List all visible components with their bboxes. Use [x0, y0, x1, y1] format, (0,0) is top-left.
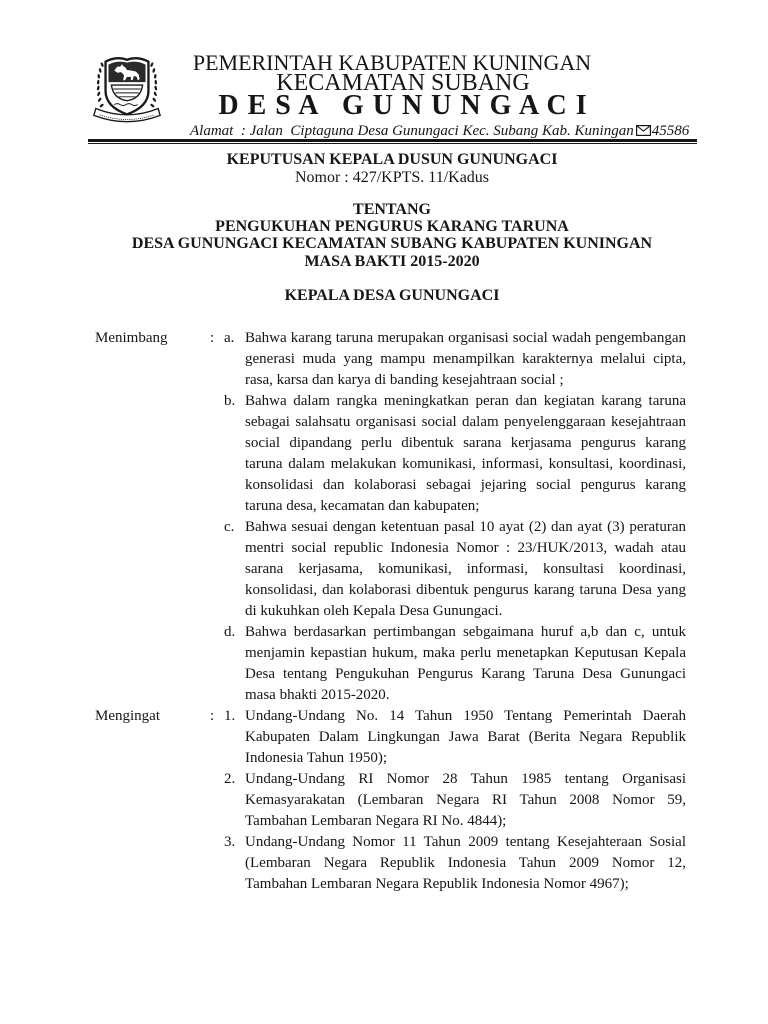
text-line: konsolidasi dan kolaborasi sebagai jejaring social pengurus karang — [245, 477, 686, 493]
text-line: Bahwa dalam rangka meningkatkan peran dan kegiatan karang taruna — [245, 393, 686, 409]
consideration-item-a — [0, 328, 768, 391]
text-line: Desa tentang Pengukuhan Pengurus Karang Taruna Desa Gunungaci — [245, 666, 686, 682]
text-line: menjamin kepastian hukum, maka perlu menetapkan Keputusan Kepala — [245, 645, 686, 661]
decree-title: KEPUTUSAN KEPALA DUSUN GUNUNGACI — [226, 151, 558, 168]
text-line: mentri social republic Indonesia Nomor : 23/HUK/2013, wadah atau — [245, 540, 686, 556]
text-line: Indonesia Tahun 1950); — [245, 750, 387, 766]
text-line: Tambahan Lembaran Negara Republik Indonesia Nomor 4967); — [245, 876, 629, 892]
text-line: generasi muda yang mampu menampilkan karakternya melalui cipta, — [245, 351, 686, 367]
text-line: sebagai salahsatu organisasi social dalam penyelenggaraan kesejahtraan — [245, 414, 686, 430]
text-line: Undang-Undang RI Nomor 28 Tahun 1985 tentang Organisasi — [245, 771, 686, 787]
decree-subject-line: PENGUKUHAN PENGURUS KARANG TARUNA — [215, 218, 569, 235]
item-text — [245, 706, 686, 769]
text-line: Undang-Undang No. 14 Tahun 1950 Tentang Pemerintah Daerah — [245, 708, 686, 724]
village-name: D E S A G U N U N G A C I — [218, 90, 588, 121]
item-text — [245, 328, 686, 391]
government-name: PEMERINTAH KABUPATEN KUNINGAN — [192, 50, 592, 75]
item-text — [245, 622, 686, 706]
text-line: Bahwa sesuai dengan ketentuan pasal 10 ayat (2) dan ayat (3) peraturan — [245, 519, 686, 535]
consideration-item-d — [0, 622, 768, 706]
text-line: Kemasyarakatan (Lembaran Negara RI Tahun 2008 Nomor 59, — [245, 792, 686, 808]
item-marker: 2. — [224, 771, 236, 787]
decree-body — [0, 328, 768, 895]
consideration-item-c — [0, 517, 768, 622]
section-menimbang — [0, 328, 768, 706]
text-line: konsolidasi, dan kolaborasi dibentuk pengurus karang taruna Desa yang — [245, 582, 686, 598]
text-line: taruna dalam melakukan komunikasi, informasi, konsultasi, koordinasi, — [245, 456, 686, 472]
item-marker: 1. — [224, 708, 236, 724]
text-line: Bahwa karang taruna merupakan organisasi social wadah pengembangan — [245, 330, 686, 346]
postal-code: 45586 — [651, 123, 690, 139]
legal-basis-item-2 — [0, 769, 768, 832]
text-line: (Lembaran Negara Republik Indonesia Tahun 2009 Nomor 12, — [245, 855, 686, 871]
text-line: rasa, karsa dan karya di banding kesejahtraan social ; — [245, 372, 564, 388]
consideration-item-b — [0, 391, 768, 517]
legal-basis-item-3 — [0, 832, 768, 895]
item-marker: 3. — [224, 834, 236, 850]
section-label: Menimbang — [95, 330, 168, 346]
section-label: Mengingat — [95, 708, 160, 724]
text-line: di kukuhkan oleh Kepala Desa Gunungaci. — [245, 603, 503, 619]
text-line: sarana kerjasama, komunikasi, informasi, konsultasi koordinasi, — [245, 561, 686, 577]
decree-issuer: KEPALA DESA GUNUNGACI — [284, 287, 500, 304]
text-line: taruna desa, kecamatan dan kabupaten; — [245, 498, 480, 514]
item-text — [245, 517, 686, 622]
decree-about-label: TENTANG — [353, 201, 431, 218]
district-name: KECAMATAN SUBANG — [276, 70, 530, 96]
item-text — [245, 391, 686, 517]
text-line: social dipandang perlu dibentuk sarana kerjasama pengurus karang — [245, 435, 686, 451]
item-marker: a. — [224, 330, 235, 346]
item-text — [245, 832, 686, 895]
item-marker: b. — [224, 393, 236, 409]
decree-subject-line: DESA GUNUNGACI KECAMATAN SUBANG KABUPATEN KUNINGAN — [131, 235, 653, 252]
text-line: Bahwa berdasarkan pertimbangan sebgaimana huruf a,b dan c, untuk — [245, 624, 686, 640]
text-line: masa bhakti 2015-2020. — [245, 687, 390, 703]
section-mengingat — [0, 706, 768, 895]
text-line: Undang-Undang Nomor 11 Tahun 2009 tentang Kesejahteraan Sosial — [245, 834, 686, 850]
item-marker: c. — [224, 519, 235, 535]
item-text — [245, 769, 686, 832]
text-line: Tambahan Lembaran Negara RI No. 4844); — [245, 813, 507, 829]
text-line: Kabupaten Dalam Lingkungan Jawa Barat (Berita Negara Republik — [245, 729, 686, 745]
section-separator: : — [210, 708, 215, 724]
letterhead-divider — [88, 139, 697, 144]
decree-number: Nomor : 427/KPTS. 11/Kadus — [294, 169, 490, 186]
legal-basis-item-1 — [0, 706, 768, 769]
address-text: Alamat : Jalan Ciptaguna Desa Gunungaci Kec. Subang Kab. Kuningan — [190, 123, 634, 139]
item-marker: d. — [224, 624, 236, 640]
section-separator: : — [210, 330, 215, 346]
decree-subject-line: MASA BAKTI 2015-2020 — [304, 253, 480, 270]
